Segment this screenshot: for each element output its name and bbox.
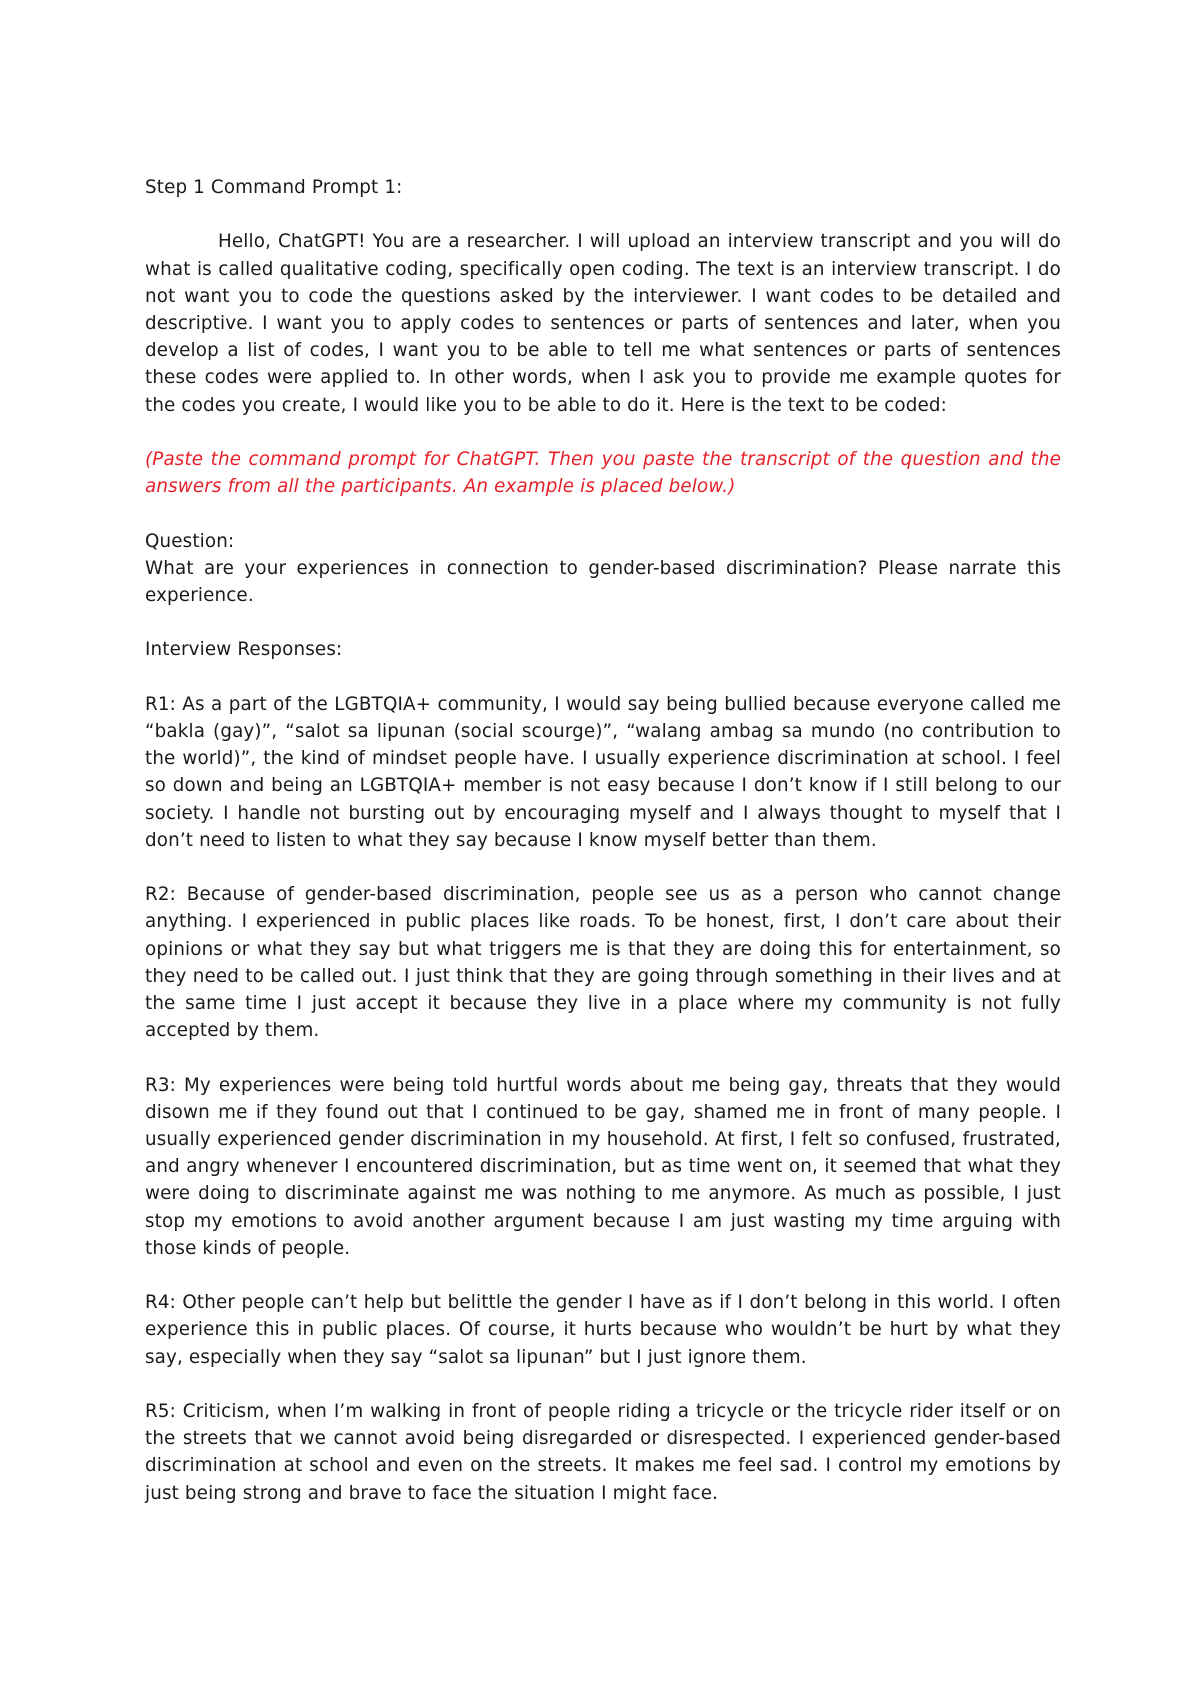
step-heading: Step 1 Command Prompt 1: <box>145 177 403 198</box>
response-r1: R1: As a part of the LGBTQIA+ community, I would say being bullied because everyone called me “bakla (gay)”, “salot sa lipunan (social scourge)”, “walang ambag sa mundo (no contribution to the world)”, the kind of mindset people have. I usually experience discrimination at school. I feel so down and being an LGBTQIA+ member is not easy because I don’t know if I still belong to our society. I handle not bursting out by encouraging myself and I always thought to myself that I don’t need to listen to what they say because I know myself better than them. <box>145 693 1061 851</box>
response-r4: R4: Other people can’t help but belittle the gender I have as if I don’t belong in this world. I often experience this in public places. Of course, it hurts because who wouldn’t be hurt by what they say, especially when they say “salot sa lipunan” but I just ignore them. <box>145 1292 1061 1368</box>
document-body <box>145 174 1061 1534</box>
question-text: What are your experiences in connection to gender-based discrimination? Please narrate this experience. <box>145 557 1061 606</box>
response-r5: R5: Criticism, when I’m walking in front of people riding a tricycle or the tricycle rider itself or on the streets that we cannot avoid being disregarded or disrespected. I experienced gender-based discrimination at school and even on the streets. It makes me feel sad. I control my emotions by just being strong and brave to face the situation I might face. <box>145 1401 1061 1504</box>
instruction-note: (Paste the command prompt for ChatGPT. Then you paste the transcript of the question and the answers from all the participants. An example is placed below.) <box>145 449 1061 498</box>
response-r2: R2: Because of gender-based discrimination, people see us as a person who cannot change anything. I experienced in public places like roads. To be honest, first, I don’t care about their opinions or what they say but what triggers me is that they are doing this for entertainment, so they need to be called out. I just think that they are going through something in their lives and at the same time I just accept it because they live in a place where my community is not fully accepted by them. <box>145 884 1061 1042</box>
response-r3: R3: My experiences were being told hurtful words about me being gay, threats that they would disown me if they found out that I continued to be gay, shamed me in front of many people. I usually experienced gender discrimination in my household. At first, I felt so confused, frustrated, and angry whenever I encountered discrimination, but as time went on, it seemed that what they were doing to discriminate against me was nothing to me anymore. As much as possible, I just stop my emotions to avoid another argument because I am just wasting my time arguing with those kinds of people. <box>145 1074 1061 1259</box>
command-prompt-paragraph: Hello, ChatGPT! You are a researcher. I will upload an interview transcript and you will do what is called qualitative coding, specifically open coding. The text is an interview transcript. I do not want you to code the questions asked by the interviewer. I want codes to be detailed and descriptive. I want you to apply codes to sentences or parts of sentences and later, when you develop a list of codes, I want you to be able to tell me what sentences or parts of sentences these codes were applied to. In other words, when I ask you to provide me example quotes for the codes you create, I would like you to be able to do it. Here is the text to be coded: <box>145 231 1061 416</box>
responses-label: Interview Responses: <box>145 639 343 661</box>
question-label: Question: <box>145 530 235 552</box>
